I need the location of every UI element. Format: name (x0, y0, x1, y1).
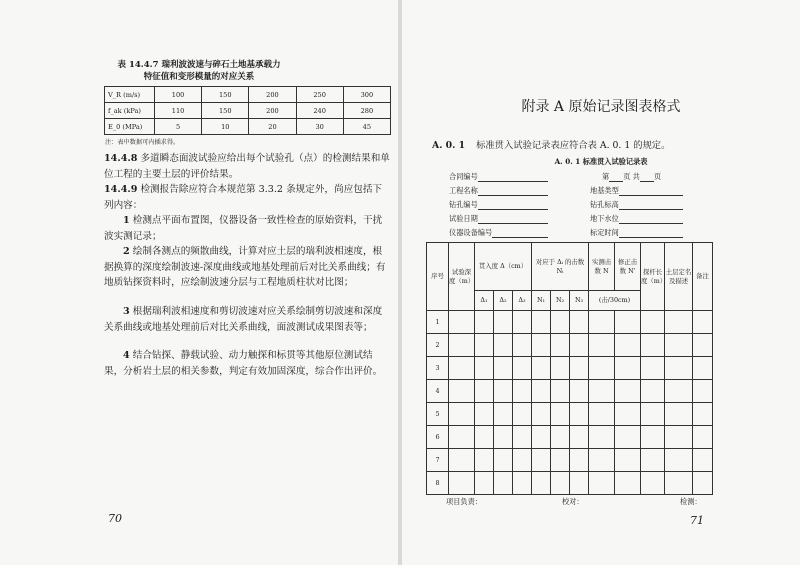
table-cell (589, 403, 615, 426)
clause-a-0-1 (432, 137, 670, 151)
header-row (427, 243, 713, 291)
field-borehole-no (449, 200, 548, 210)
table-cell (615, 334, 641, 357)
table-cell (665, 449, 693, 472)
table-cell (449, 357, 475, 380)
table-cell: 240 (296, 103, 343, 119)
item-text: 检测点平面布置图，仪器设备一致性检查的原始资料，干扰波实测记录； (104, 215, 383, 242)
field-foundation-type (590, 186, 683, 196)
header-penetration: 贯入度 Δ（cm） (475, 243, 532, 291)
table-cell (494, 334, 513, 357)
field-label: 地基类型 (590, 186, 619, 195)
row-number: 7 (427, 449, 449, 472)
clause-number: 14.4.9 (104, 184, 138, 195)
table-cell: 250 (296, 87, 343, 103)
table-cell (665, 472, 693, 495)
table-cell (615, 380, 641, 403)
table-cell (693, 472, 713, 495)
table-cell (449, 380, 475, 403)
table-cell (513, 403, 532, 426)
table-caption-line2: 特征值和变形模量的对应关系 (143, 72, 255, 82)
table-cell: 30 (296, 119, 343, 135)
clause-text: 检测报告除应符合本规范第 3.3.2 条规定外，尚应包括下列内容： (104, 184, 383, 211)
item-text: 根据瑞利波相速度和剪切波速对应关系绘制剪切波速和深度关系曲线或地基处理前后对比关系曲线，面波测试成果图表等； (104, 306, 383, 333)
row-label: E_0 (MPa) (105, 119, 155, 135)
page-suffix: 页 (653, 172, 662, 181)
field-project-name (449, 186, 548, 196)
table-cell (513, 334, 532, 357)
field-label: 地下水位 (590, 214, 619, 223)
header-d3: Δ₃ (513, 291, 532, 311)
field-line (492, 228, 548, 238)
table-cell (551, 380, 570, 403)
table-cell (475, 380, 494, 403)
table-cell (693, 426, 713, 449)
header-rod-length: 探杆长度（m） (641, 243, 665, 311)
table-cell (475, 426, 494, 449)
header-measured: 实测击数 N (589, 243, 615, 291)
table-cell (615, 357, 641, 380)
table-cell (641, 449, 665, 472)
field-line (619, 186, 683, 196)
table-cell (449, 334, 475, 357)
table-cell (532, 403, 551, 426)
table-cell (665, 426, 693, 449)
table-cell: 10 (202, 119, 249, 135)
sign-project-lead: 项目负责： (446, 497, 482, 506)
clause-14-4-8 (104, 151, 390, 182)
table-cell (513, 449, 532, 472)
table-cell (475, 311, 494, 334)
table-cell (449, 426, 475, 449)
sign-tester: 检测： (680, 497, 702, 506)
row-number: 5 (427, 403, 449, 426)
table-cell (494, 403, 513, 426)
table-cell (641, 426, 665, 449)
correlation-table (104, 86, 391, 135)
table-cell (551, 426, 570, 449)
table-cell (641, 380, 665, 403)
table-cell (615, 472, 641, 495)
row-number: 1 (427, 311, 449, 334)
table-cell (532, 449, 551, 472)
field-borehole-elevation (590, 200, 683, 210)
field-instrument-no (449, 228, 548, 238)
clause-number: A. 0. 1 (432, 140, 466, 151)
table-row (427, 426, 713, 449)
appendix-title: 附录 A 原始记录图表格式 (521, 99, 681, 115)
table-cell (475, 472, 494, 495)
table-cell (494, 449, 513, 472)
table-cell (475, 449, 494, 472)
table-cell (693, 403, 713, 426)
table-cell (532, 472, 551, 495)
header-blows: 对应于 Δᵢ 的击数 Nᵢ (532, 243, 589, 291)
table-cell (494, 426, 513, 449)
row-label: f_ak (kPa) (105, 103, 155, 119)
row-number: 2 (427, 334, 449, 357)
table-cell (693, 380, 713, 403)
table-cell: 280 (343, 103, 390, 119)
table-cell (665, 380, 693, 403)
clause-text: 标准贯入试验记录表应符合表 A. 0. 1 的规定。 (476, 140, 671, 151)
table-cell: 20 (249, 119, 296, 135)
table-cell (589, 426, 615, 449)
clause-text: 多道瞬态面波试验应给出每个试验孔（点）的检测结果和单位工程的主要土层的评价结果。 (104, 153, 390, 180)
table-cell (513, 357, 532, 380)
item-4 (104, 348, 390, 379)
table-cell (449, 403, 475, 426)
table-cell (513, 380, 532, 403)
table-cell (693, 449, 713, 472)
field-label: 钻孔标高 (590, 200, 619, 209)
table-row (105, 119, 391, 135)
table-cell (589, 357, 615, 380)
field-line (478, 214, 548, 224)
page-mid: 页 共 (623, 172, 640, 181)
table-cell (449, 472, 475, 495)
item-2 (104, 244, 390, 291)
row-number: 6 (427, 426, 449, 449)
table-cell (494, 311, 513, 334)
table-cell (551, 334, 570, 357)
field-label: 标定时间 (590, 228, 619, 237)
field-label: 合同编号 (449, 172, 478, 181)
table-row (427, 449, 713, 472)
table-cell (641, 357, 665, 380)
item-1 (104, 213, 390, 244)
table-cell (449, 311, 475, 334)
table-cell (693, 334, 713, 357)
table-cell (551, 311, 570, 334)
table-cell (665, 311, 693, 334)
item-3 (104, 304, 390, 335)
field-line (478, 200, 548, 210)
clause-number: 14.4.8 (104, 153, 138, 164)
table-cell (589, 380, 615, 403)
table-cell (570, 357, 589, 380)
field-label: 工程名称 (449, 186, 478, 195)
table-cell (570, 334, 589, 357)
table-cell: 300 (343, 87, 390, 103)
table-cell (494, 357, 513, 380)
field-line (478, 186, 548, 196)
item-text: 绘制各测点的频散曲线，计算对应土层的瑞利波相速度，根据换算的深度绘制波速-深度曲线或地基处理前后对比关系曲线；有地质钻探资料时，应绘制波速分层与工程地质柱状对比图； (104, 246, 386, 288)
field-label: 试验日期 (449, 214, 478, 223)
table-row (105, 103, 391, 119)
table-cell (475, 403, 494, 426)
table-cell: 200 (249, 87, 296, 103)
header-d1: Δ₁ (475, 291, 494, 311)
page-prefix: 第 (602, 172, 610, 181)
field-contract-no (449, 172, 548, 182)
table-cell (615, 403, 641, 426)
header-soil: 土层定名及描述 (665, 243, 693, 311)
table-row (427, 357, 713, 380)
field-line (619, 214, 683, 224)
table-caption-line1: 表 14.4.7 瑞利波波速与碎石土地基承载力 (117, 60, 281, 70)
table-cell (513, 426, 532, 449)
table-row (427, 403, 713, 426)
table-cell (532, 357, 551, 380)
field-label: 仪器设备编号 (449, 228, 493, 237)
field-line (619, 200, 683, 210)
table-cell: 150 (202, 87, 249, 103)
table-cell (551, 403, 570, 426)
table-cell (615, 426, 641, 449)
clause-14-4-9 (104, 182, 390, 213)
table-cell (475, 334, 494, 357)
table-cell (449, 449, 475, 472)
header-corrected: 修正击数 N' (615, 243, 641, 291)
table-cell (615, 311, 641, 334)
header-n1: N₁ (532, 291, 551, 311)
table-row (105, 87, 391, 103)
table-cell (570, 380, 589, 403)
table-cell: 100 (155, 87, 202, 103)
table-cell (532, 426, 551, 449)
page-of-field (602, 172, 661, 182)
table-cell (513, 472, 532, 495)
header-seq: 序号 (427, 243, 449, 311)
sign-checker: 校对： (562, 497, 584, 506)
field-line (619, 228, 683, 238)
table-cell (513, 311, 532, 334)
item-number: 2 (123, 246, 130, 257)
table-cell (494, 472, 513, 495)
table-row (427, 472, 713, 495)
table-cell (641, 311, 665, 334)
table-cell (693, 357, 713, 380)
header-depth: 试验深度（m） (449, 243, 475, 311)
table-cell: 45 (343, 119, 390, 135)
table-cell (570, 403, 589, 426)
table-cell (475, 357, 494, 380)
table-cell (551, 472, 570, 495)
table-cell (665, 403, 693, 426)
header-unit: (击/30cm) (589, 291, 641, 311)
table-cell (641, 403, 665, 426)
field-label: 钻孔编号 (449, 200, 478, 209)
spt-record-table (426, 242, 713, 495)
table-cell (589, 334, 615, 357)
table-cell (551, 357, 570, 380)
table-cell (693, 311, 713, 334)
table-cell (589, 449, 615, 472)
field-line (640, 172, 654, 182)
field-test-date (449, 214, 548, 224)
row-label: V_R (m/s) (105, 87, 155, 103)
row-number: 8 (427, 472, 449, 495)
table-cell (665, 334, 693, 357)
item-number: 4 (123, 350, 130, 361)
page-number-right: 71 (690, 514, 704, 527)
table-cell (665, 357, 693, 380)
table-cell (589, 472, 615, 495)
table-cell: 5 (155, 119, 202, 135)
table-row (427, 334, 713, 357)
header-remark: 备注 (693, 243, 713, 311)
table-cell (615, 449, 641, 472)
table-cell: 150 (202, 103, 249, 119)
table-row (427, 380, 713, 403)
table-row (427, 311, 713, 334)
table-cell (532, 334, 551, 357)
table-cell (532, 380, 551, 403)
table-cell (551, 449, 570, 472)
item-text: 结合钻探、静载试验、动力触探和标贯等其他原位测试结果，分析岩土层的相关参数，判定有效加固深度，综合作出评价。 (104, 350, 383, 377)
row-number: 4 (427, 380, 449, 403)
field-calibration-time (590, 228, 683, 238)
record-table-caption: A. 0. 1 标准贯入试验记录表 (554, 157, 648, 166)
field-groundwater-level (590, 214, 683, 224)
field-line (478, 172, 548, 182)
header-d2: Δ₂ (494, 291, 513, 311)
table-cell (570, 311, 589, 334)
table-cell (570, 472, 589, 495)
table-cell (570, 426, 589, 449)
table-note: 注：表中数据可内插求得。 (105, 139, 180, 146)
header-n3: N₃ (570, 291, 589, 311)
table-cell: 200 (249, 103, 296, 119)
row-number: 3 (427, 357, 449, 380)
table-cell (589, 311, 615, 334)
table-cell (641, 472, 665, 495)
field-line (609, 172, 623, 182)
table-cell (641, 334, 665, 357)
table-cell (494, 380, 513, 403)
table-cell: 110 (155, 103, 202, 119)
table-cell (532, 311, 551, 334)
table-cell (570, 449, 589, 472)
header-n2: N₂ (551, 291, 570, 311)
item-number: 1 (123, 215, 130, 226)
page-number-left: 70 (108, 512, 122, 525)
item-number: 3 (123, 306, 130, 317)
